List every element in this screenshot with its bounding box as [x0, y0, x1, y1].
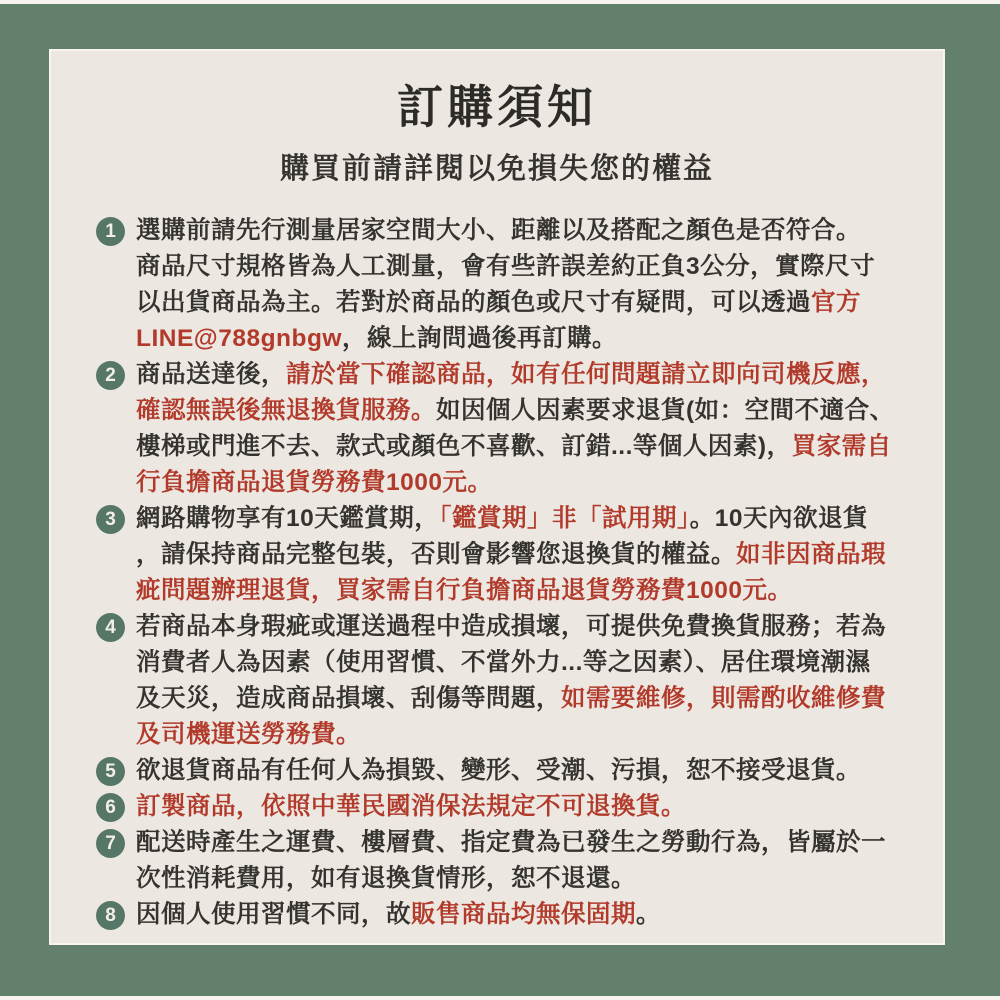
item-text: [136, 753, 913, 789]
text-line: [136, 357, 913, 393]
highlight-text: 訂製商品，依照中華民國消保法規定不可退換貨。: [136, 792, 686, 820]
body-text: 網路購物享有10天鑑賞期，: [136, 504, 440, 532]
body-text: 因個人使用習慣不同，故: [136, 900, 411, 928]
body-text: 樓梯或門進不去、款式或顏色不喜歡、訂錯...等個人因素)，: [136, 432, 792, 460]
page-subtitle: 購買前請詳閱以免損失您的權益: [279, 152, 714, 185]
item-number-badge: 6: [96, 793, 125, 822]
highlight-text: 官方: [811, 288, 861, 316]
item-text: [136, 825, 913, 897]
notice-item-6: [96, 789, 913, 825]
body-text: 商品尺寸規格皆為人工測量，會有些許誤差約正負3公分，實際尺寸: [136, 252, 876, 280]
body-text: 。: [636, 900, 661, 928]
item-text: [136, 789, 913, 825]
body-text: 以出貨商品為主。若對於商品的顏色或尺寸有疑問，可以透過: [136, 288, 811, 316]
highlight-text: 確認無誤後無退換貨服務。: [136, 396, 436, 424]
text-line: [136, 501, 913, 537]
text-line: [136, 429, 913, 465]
item-text: [136, 213, 913, 357]
item-text: [136, 501, 913, 609]
item-number-badge: 4: [96, 613, 125, 642]
text-line: [136, 465, 913, 501]
body-text: 消費者人為因素（使用習慣、不當外力...等之因素）、居住環境潮濕: [136, 648, 871, 676]
body-text: 若商品本身瑕疵或運送過程中造成損壞，可提供免費換貨服務；若為: [136, 612, 886, 640]
notice-item-1: [96, 213, 913, 357]
highlight-text: 請於當下確認商品，如有任何問題請立即向司機反應，: [286, 360, 886, 388]
body-text: 及天災，造成商品損壞、刮傷等問題，: [136, 684, 561, 712]
notice-item-2: [96, 357, 913, 501]
body-text: 配送時產生之運費、樓層費、指定費為已發生之勞動行為，皆屬於一: [136, 828, 886, 856]
body-text: 次性消耗費用，如有退換貨情形，恕不退還。: [136, 864, 636, 892]
text-line: [136, 717, 913, 753]
text-line: [136, 573, 913, 609]
text-line: [136, 213, 913, 249]
text-line: [136, 789, 913, 825]
text-line: [136, 537, 913, 573]
text-line: [136, 681, 913, 717]
body-text: 商品送達後，: [136, 360, 286, 388]
notice-list: [51, 213, 943, 933]
notice-panel: [51, 51, 943, 943]
text-line: [136, 249, 913, 285]
text-line: [136, 825, 913, 861]
text-line: [136, 897, 913, 933]
highlight-text: 疵問題辦理退貨，買家需自行負擔商品退貨勞務費1000元。: [136, 576, 793, 604]
highlight-text: 及司機運送勞務費。: [136, 720, 361, 748]
highlight-text: 販售商品均無保固期: [411, 900, 636, 928]
body-text: ，線上詢問過後再訂購。: [342, 324, 617, 352]
highlight-text: 「鑑賞期」非「試用期」: [439, 504, 690, 532]
item-number-badge: 1: [96, 217, 125, 246]
page-title: 訂購須知: [397, 81, 597, 133]
bottom-edge-strip: [0, 996, 1000, 1000]
highlight-text: 如需要維修，則需酌收維修費: [561, 684, 886, 712]
text-line: [136, 321, 913, 357]
item-text: [136, 357, 913, 501]
text-line: [136, 393, 913, 429]
top-edge-strip: [0, 0, 1000, 4]
body-text: ，請保持商品完整包裝，否則會影響您退換貨的權益。: [136, 540, 736, 568]
text-line: [136, 285, 913, 321]
highlight-text: 買家需自: [791, 432, 892, 460]
body-text: 如因個人因素要求退貨(如：空間不適合、: [436, 396, 895, 424]
text-line: [136, 609, 913, 645]
text-line: [136, 753, 913, 789]
item-number-badge: 8: [96, 901, 125, 930]
item-number-badge: 7: [96, 829, 125, 858]
text-line: [136, 645, 913, 681]
item-text: [136, 897, 913, 933]
notice-item-3: [96, 501, 913, 609]
notice-item-5: [96, 753, 913, 789]
body-text: 欲退貨商品有任何人為損毀、變形、受潮、污損，恕不接受退貨。: [136, 756, 861, 784]
highlight-text: LINE@788gnbgw: [136, 324, 342, 352]
body-text: 選購前請先行測量居家空間大小、距離以及搭配之顏色是否符合。: [136, 216, 861, 244]
notice-item-8: [96, 897, 913, 933]
body-text: 。10天內欲退貨: [689, 504, 869, 532]
item-number-badge: 3: [96, 505, 125, 534]
item-text: [136, 609, 913, 753]
notice-item-7: [96, 825, 913, 897]
notice-item-4: [96, 609, 913, 753]
highlight-text: 行負擔商品退貨勞務費1000元。: [136, 468, 493, 496]
text-line: [136, 861, 913, 897]
item-number-badge: 5: [96, 757, 125, 786]
item-number-badge: 2: [96, 361, 125, 390]
highlight-text: 如非因商品瑕: [736, 540, 886, 568]
